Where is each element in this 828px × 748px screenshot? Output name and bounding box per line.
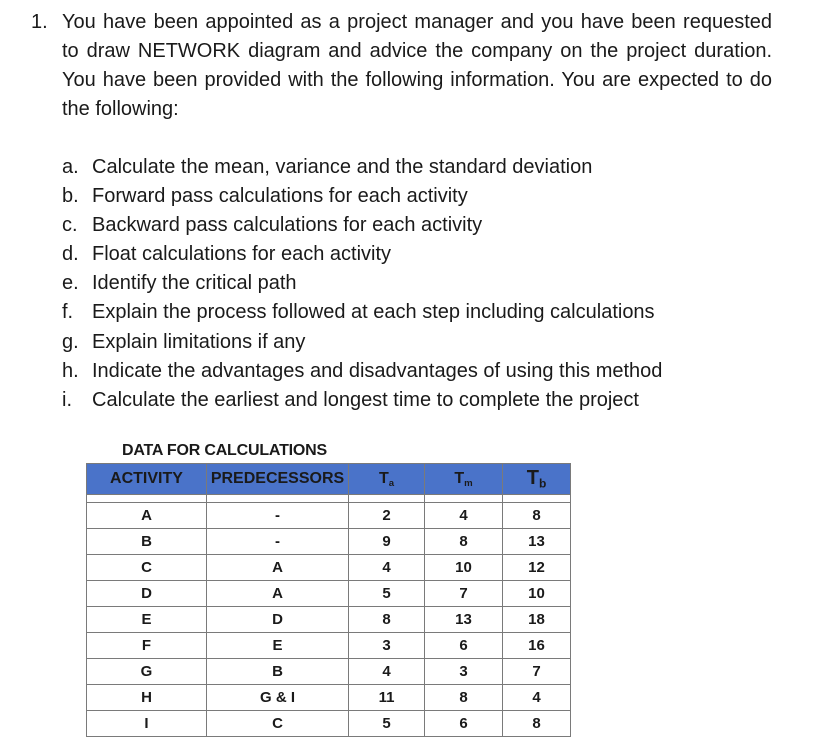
cell-predecessors: - [207,529,349,555]
cell-tm: 13 [425,607,503,633]
task-letter: i. [62,388,72,411]
task-item [62,328,662,357]
cell-ta: 4 [349,659,425,685]
cell-predecessors: D [207,607,349,633]
cell-tb: 16 [503,633,571,659]
cell-predecessors: A [207,581,349,607]
table-row [87,659,571,685]
cell-predecessors: - [207,503,349,529]
table-row [87,607,571,633]
cell-activity: F [87,633,207,659]
cell-tb: 13 [503,529,571,555]
task-item [62,153,662,182]
task-letter: h. [62,359,79,382]
header-ta-main: T [378,469,389,487]
task-text: Float calculations for each activity [92,243,392,266]
header-tb-main: T [526,467,539,490]
cell-ta: 5 [349,581,425,607]
cell-activity: G [87,659,207,685]
cell-tb: 4 [503,685,571,711]
cell-ta: 8 [349,607,425,633]
task-letter: a. [62,156,79,178]
table-row [87,711,571,737]
header-tb [503,464,571,495]
cell-ta: 2 [349,503,425,529]
header-tb-sub: b [538,476,547,491]
cell-activity: E [87,607,207,633]
cell-tm: 6 [425,633,503,659]
task-letter: b. [62,185,79,208]
cell-activity: B [87,529,207,555]
cell-activity: D [87,581,207,607]
task-text: Identify the critical path [92,272,297,295]
task-letter: f. [62,301,74,324]
cell-tb: 8 [503,711,571,737]
cell-ta: 5 [349,711,425,737]
cell-tm: 4 [425,503,503,529]
cell-ta: 9 [349,529,425,555]
header-tm-main: T [454,469,465,487]
header-predecessors: PREDECESSORS [207,464,349,495]
cell-ta: 4 [349,555,425,581]
task-item [62,386,662,415]
header-ta-sub: a [388,477,395,489]
header-tm-sub: m [464,477,473,489]
cell-tb: 12 [503,555,571,581]
task-text: Backward pass calculations for each activity [92,214,483,237]
cell-tm: 8 [425,529,503,555]
task-text: Explain limitations if any [92,330,306,353]
question-number: 1. [31,11,48,33]
task-text: Calculate the earliest and longest time to complete the project [92,388,639,411]
task-letter: g. [62,330,79,353]
table-row [87,555,571,581]
cell-activity: H [87,685,207,711]
task-item [62,357,662,386]
cell-activity: C [87,555,207,581]
cell-ta: 3 [349,633,425,659]
table-row [87,633,571,659]
table-row [87,529,571,555]
table-row [87,581,571,607]
question-text: You have been appointed as a project manager and you have been requested to draw NETWORK diagram and advice the company on the project duration. You have been provided with the following information. You are expected to do the following: [62,11,772,120]
header-ta [349,464,425,495]
table-row [87,503,571,529]
cell-activity: A [87,503,207,529]
cell-tb: 7 [503,659,571,685]
cell-tb: 18 [503,607,571,633]
task-item [62,240,662,269]
task-text: Forward pass calculations for each activity [92,185,468,208]
cell-tm: 8 [425,685,503,711]
cell-activity: I [87,711,207,737]
table-row [87,685,571,711]
spacer-row [87,495,571,503]
cell-tb: 10 [503,581,571,607]
cell-tb: 8 [503,503,571,529]
cell-tm: 6 [425,711,503,737]
task-letter: e. [62,272,79,295]
cell-predecessors: G & I [207,685,349,711]
task-item [62,182,662,211]
task-item [62,269,662,298]
task-text: Explain the process followed at each step including calculations [92,301,655,324]
task-item [62,298,662,327]
cell-predecessors: C [207,711,349,737]
header-tm [425,464,503,495]
task-letter: c. [62,214,78,237]
cell-predecessors: B [207,659,349,685]
data-table [86,463,571,737]
task-letter: d. [62,243,79,266]
cell-tm: 10 [425,555,503,581]
cell-tm: 7 [425,581,503,607]
cell-ta: 11 [349,685,425,711]
cell-predecessors: A [207,555,349,581]
header-activity: ACTIVITY [87,464,207,495]
table-title: DATA FOR CALCULATIONS [122,442,327,459]
cell-predecessors: E [207,633,349,659]
task-item [62,211,662,240]
cell-tm: 3 [425,659,503,685]
task-text: Calculate the mean, variance and the standard deviation [92,156,593,178]
task-list [62,153,662,415]
table-header-row [87,464,571,495]
task-text: Indicate the advantages and disadvantages of using this method [92,359,663,382]
